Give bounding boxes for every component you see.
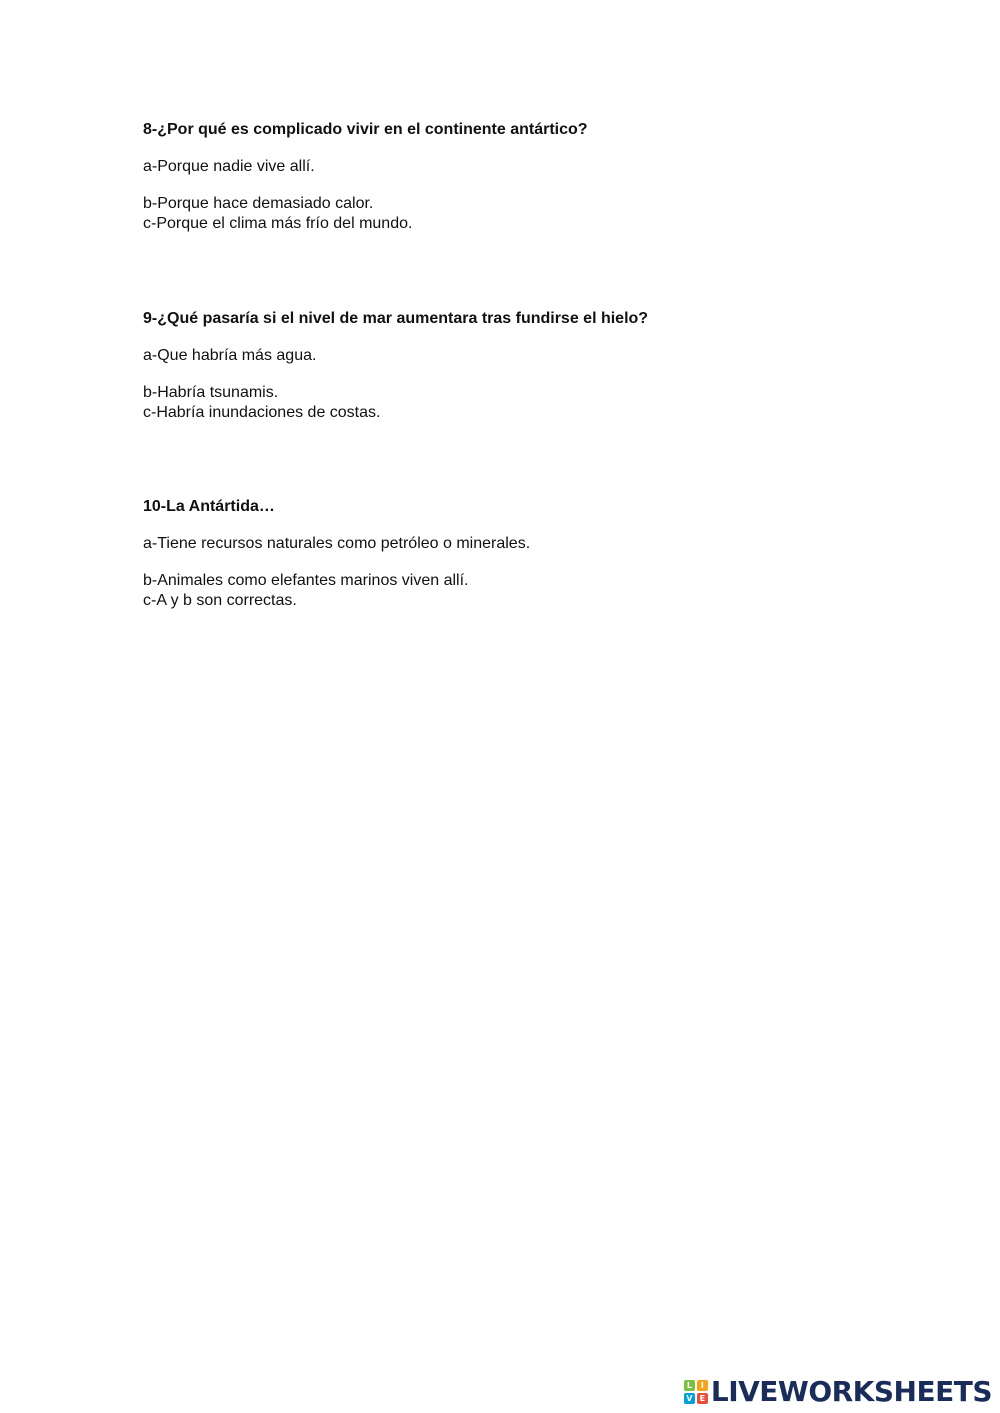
question-10-option-a[interactable]: a-Tiene recursos naturales como petróleo o minerales.: [143, 535, 531, 552]
question-8-option-a[interactable]: a-Porque nadie vive allí.: [143, 158, 315, 175]
question-8: [143, 120, 903, 234]
question-10-option-b[interactable]: b-Animales como elefantes marinos viven allí.: [143, 572, 469, 589]
logo-cell-v: V: [684, 1393, 695, 1404]
logo-text: LIVEWORKSHEETS: [710, 1375, 992, 1408]
liveworksheets-logo: [684, 1375, 992, 1409]
question-10-text: 10-La Antártida…: [143, 498, 275, 515]
question-9-option-b[interactable]: b-Habría tsunamis.: [143, 384, 279, 401]
question-10: [143, 497, 903, 611]
question-9: [143, 309, 903, 423]
logo-icon: [684, 1380, 708, 1404]
logo-cell-e: E: [697, 1393, 708, 1404]
question-9-text: 9-¿Qué pasaría si el nivel de mar aumentara tras fundirse el hielo?: [143, 310, 649, 327]
question-10-option-c[interactable]: c-A y b son correctas.: [143, 592, 297, 609]
question-9-option-a[interactable]: a-Que habría más agua.: [143, 347, 317, 364]
question-8-option-b[interactable]: b-Porque hace demasiado calor.: [143, 195, 374, 212]
question-8-option-c[interactable]: c-Porque el clima más frío del mundo.: [143, 215, 413, 232]
logo-cell-i: I: [697, 1380, 708, 1391]
logo-cell-l: L: [684, 1380, 695, 1391]
question-9-option-c[interactable]: c-Habría inundaciones de costas.: [143, 404, 381, 421]
question-8-text: 8-¿Por qué es complicado vivir en el continente antártico?: [143, 121, 588, 138]
